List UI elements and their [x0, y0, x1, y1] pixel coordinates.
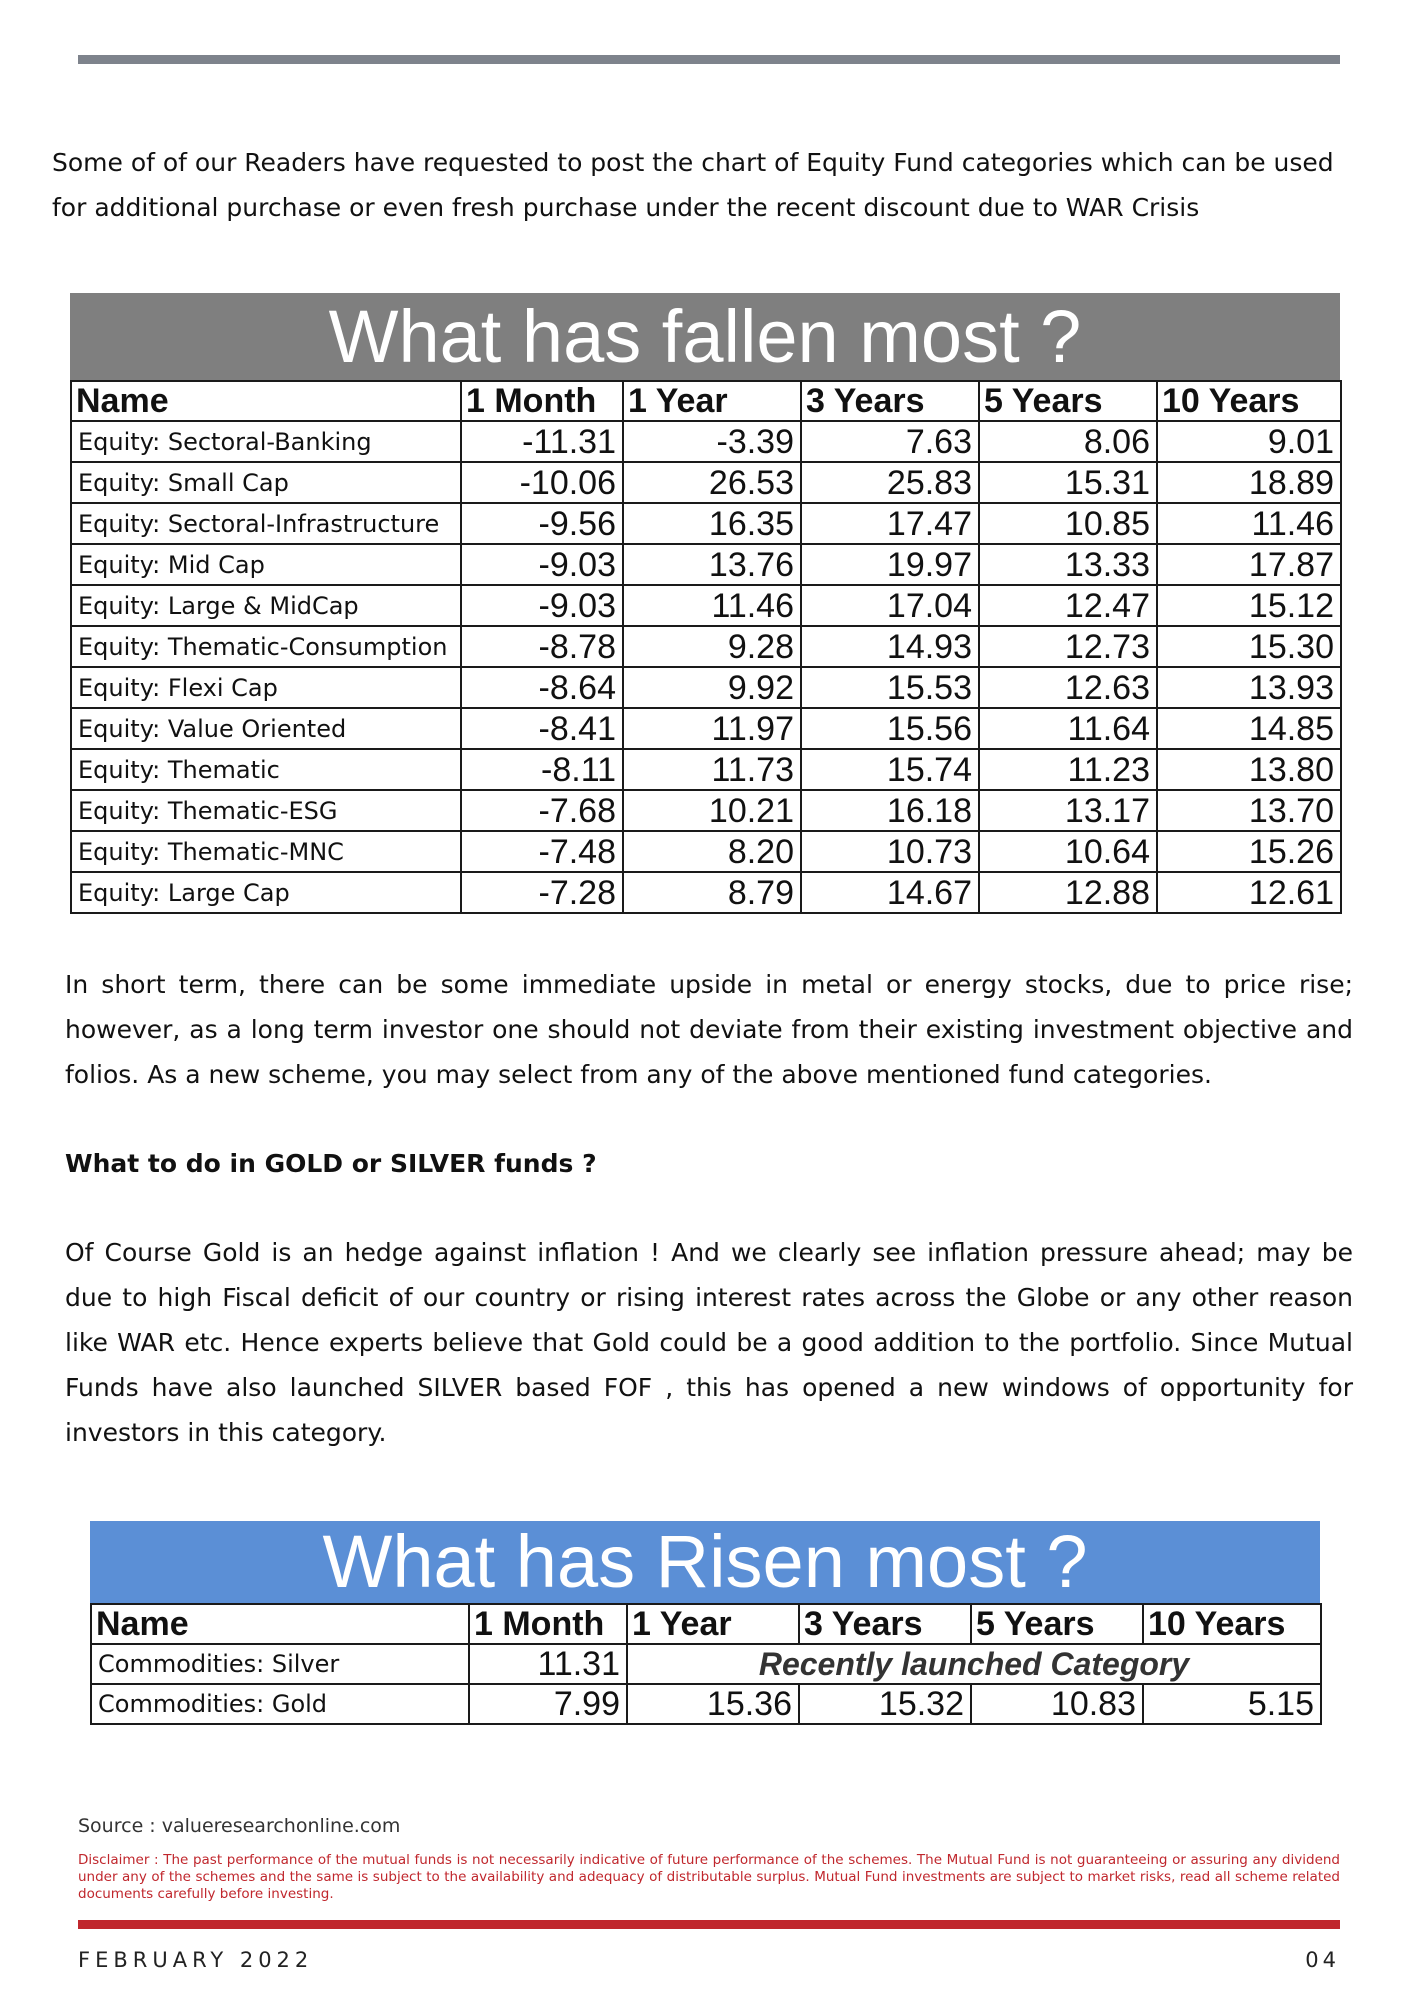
- return-10-years: 5.15: [1143, 1684, 1321, 1724]
- return-3-years: 15.74: [801, 749, 979, 790]
- return-1-month: -7.48: [461, 831, 623, 872]
- risen-table-grid: [90, 1603, 1322, 1725]
- return-1-month: -9.56: [461, 503, 623, 544]
- return-1-year: 26.53: [623, 462, 801, 503]
- return-10-years: 15.30: [1157, 626, 1341, 667]
- table-row: [71, 708, 1341, 749]
- table-row: [91, 1644, 1321, 1684]
- category-name: Commodities: Gold: [91, 1684, 469, 1724]
- return-1-month: 11.31: [469, 1644, 627, 1684]
- col-header-1-month: 1 Month: [469, 1604, 627, 1644]
- return-1-month: -10.06: [461, 462, 623, 503]
- return-5-years: 10.64: [979, 831, 1157, 872]
- category-name: Equity: Value Oriented: [71, 708, 461, 749]
- table-row: [71, 462, 1341, 503]
- return-3-years: 16.18: [801, 790, 979, 831]
- return-10-years: 18.89: [1157, 462, 1341, 503]
- table-row: [71, 626, 1341, 667]
- return-5-years: 12.63: [979, 667, 1157, 708]
- table-row: [71, 585, 1341, 626]
- category-name: Equity: Thematic-MNC: [71, 831, 461, 872]
- top-divider: [78, 55, 1340, 64]
- col-header-3-years: 3 Years: [801, 381, 979, 421]
- fallen-most-table: [70, 293, 1340, 914]
- risen-table-title: What has Risen most ?: [90, 1521, 1320, 1603]
- table-row: [71, 749, 1341, 790]
- return-1-year: 8.20: [623, 831, 801, 872]
- return-10-years: 13.80: [1157, 749, 1341, 790]
- category-name: Equity: Flexi Cap: [71, 667, 461, 708]
- category-name: Equity: Mid Cap: [71, 544, 461, 585]
- return-1-month: -7.28: [461, 872, 623, 913]
- short-term-paragraph: In short term, there can be some immediate upside in metal or energy stocks, due to price rise; however, as a long term investor one should not deviate from their existing investment objective and folios. As a new scheme, you may select from any of the above mentioned fund categories.: [65, 970, 1353, 1089]
- return-5-years: 13.33: [979, 544, 1157, 585]
- category-name: Equity: Sectoral-Infrastructure: [71, 503, 461, 544]
- return-1-year: -3.39: [623, 421, 801, 462]
- return-1-month: -9.03: [461, 544, 623, 585]
- return-1-month: -8.64: [461, 667, 623, 708]
- return-5-years: 11.23: [979, 749, 1157, 790]
- return-1-year: 8.79: [623, 872, 801, 913]
- return-5-years: 12.47: [979, 585, 1157, 626]
- table-row: [91, 1684, 1321, 1724]
- return-1-year: 15.36: [627, 1684, 799, 1724]
- return-1-month: -8.78: [461, 626, 623, 667]
- return-10-years: 17.87: [1157, 544, 1341, 585]
- return-3-years: 17.47: [801, 503, 979, 544]
- return-5-years: 10.83: [971, 1684, 1143, 1724]
- return-3-years: 19.97: [801, 544, 979, 585]
- return-3-years: 7.63: [801, 421, 979, 462]
- return-3-years: 10.73: [801, 831, 979, 872]
- return-3-years: 15.53: [801, 667, 979, 708]
- return-5-years: 15.31: [979, 462, 1157, 503]
- col-header-5-years: 5 Years: [971, 1604, 1143, 1644]
- recently-launched-note: Recently launched Category: [627, 1644, 1321, 1684]
- return-1-year: 11.46: [623, 585, 801, 626]
- fallen-table-grid: [70, 380, 1342, 914]
- return-1-month: -7.68: [461, 790, 623, 831]
- table-row: [71, 831, 1341, 872]
- return-5-years: 13.17: [979, 790, 1157, 831]
- return-10-years: 14.85: [1157, 708, 1341, 749]
- return-10-years: 13.93: [1157, 667, 1341, 708]
- table-row: [71, 667, 1341, 708]
- col-header-1-year: 1 Year: [627, 1604, 799, 1644]
- return-5-years: 12.88: [979, 872, 1157, 913]
- table-row: [71, 503, 1341, 544]
- return-3-years: 14.67: [801, 872, 979, 913]
- return-1-year: 16.35: [623, 503, 801, 544]
- return-3-years: 15.32: [799, 1684, 971, 1724]
- return-1-year: 11.97: [623, 708, 801, 749]
- category-name: Equity: Thematic-Consumption: [71, 626, 461, 667]
- col-header-5-years: 5 Years: [979, 381, 1157, 421]
- fallen-table-title: What has fallen most ?: [70, 293, 1340, 380]
- table-row: [71, 544, 1341, 585]
- return-1-month: -11.31: [461, 421, 623, 462]
- source-note: Source : valueresearchonline.com: [78, 1815, 401, 1837]
- intro-paragraph: Some of of our Readers have requested to post the chart of Equity Fund categories which can be used for additional purchase or even fresh purchase under the recent discount due to WAR Crisis: [52, 148, 1334, 222]
- return-3-years: 25.83: [801, 462, 979, 503]
- return-5-years: 10.85: [979, 503, 1157, 544]
- return-1-month: -8.11: [461, 749, 623, 790]
- return-10-years: 12.61: [1157, 872, 1341, 913]
- return-3-years: 17.04: [801, 585, 979, 626]
- table-row: [71, 872, 1341, 913]
- category-name: Equity: Small Cap: [71, 462, 461, 503]
- return-1-month: -8.41: [461, 708, 623, 749]
- return-10-years: 15.26: [1157, 831, 1341, 872]
- return-10-years: 15.12: [1157, 585, 1341, 626]
- category-name: Equity: Sectoral-Banking: [71, 421, 461, 462]
- table-row: [71, 790, 1341, 831]
- category-name: Equity: Thematic: [71, 749, 461, 790]
- return-10-years: 11.46: [1157, 503, 1341, 544]
- return-1-year: 10.21: [623, 790, 801, 831]
- table-row: [71, 421, 1341, 462]
- col-header-name: Name: [71, 381, 461, 421]
- return-5-years: 8.06: [979, 421, 1157, 462]
- return-3-years: 15.56: [801, 708, 979, 749]
- col-header-name: Name: [91, 1604, 469, 1644]
- col-header-10-years: 10 Years: [1143, 1604, 1321, 1644]
- return-1-month: -9.03: [461, 585, 623, 626]
- return-5-years: 12.73: [979, 626, 1157, 667]
- col-header-1-year: 1 Year: [623, 381, 801, 421]
- col-header-10-years: 10 Years: [1157, 381, 1341, 421]
- return-1-year: 13.76: [623, 544, 801, 585]
- category-name: Commodities: Silver: [91, 1644, 469, 1684]
- gold-paragraph: Of Course Gold is an hedge against inflation ! And we clearly see inflation pressure ahead; may be due to high Fiscal deficit of our country or rising interest rates across the Globe or any other reason like WAR etc. Hence experts believe that Gold could be a good addition to the portfolio. Since Mutual Funds have also launched SILVER based FOF , this has opened a new windows of opportunity for investors in this category.: [65, 1238, 1353, 1447]
- return-1-year: 9.92: [623, 667, 801, 708]
- page-number: 04: [1305, 1948, 1340, 1972]
- category-name: Equity: Thematic-ESG: [71, 790, 461, 831]
- return-10-years: 9.01: [1157, 421, 1341, 462]
- col-header-3-years: 3 Years: [799, 1604, 971, 1644]
- bottom-divider: [78, 1920, 1340, 1929]
- return-5-years: 11.64: [979, 708, 1157, 749]
- return-1-month: 7.99: [469, 1684, 627, 1724]
- category-name: Equity: Large & MidCap: [71, 585, 461, 626]
- return-3-years: 14.93: [801, 626, 979, 667]
- return-10-years: 13.70: [1157, 790, 1341, 831]
- category-name: Equity: Large Cap: [71, 872, 461, 913]
- return-1-year: 11.73: [623, 749, 801, 790]
- risen-most-table: [90, 1521, 1320, 1725]
- return-1-year: 9.28: [623, 626, 801, 667]
- disclaimer: Disclaimer : The past performance of the mutual funds is not necessarily indicative of future performance of the schemes. The Mutual Fund is not guaranteeing or assuring any dividend under any of the schemes and the same is subject to the availability and adequacy of distributable surplus. Mutual Fund investments are subject to market risks, read all scheme related documents carefully before investing.: [78, 1852, 1340, 1902]
- gold-silver-heading: What to do in GOLD or SILVER funds ?: [65, 1149, 597, 1178]
- col-header-1-month: 1 Month: [461, 381, 623, 421]
- footer-date: FEBRUARY 2022: [78, 1948, 314, 1972]
